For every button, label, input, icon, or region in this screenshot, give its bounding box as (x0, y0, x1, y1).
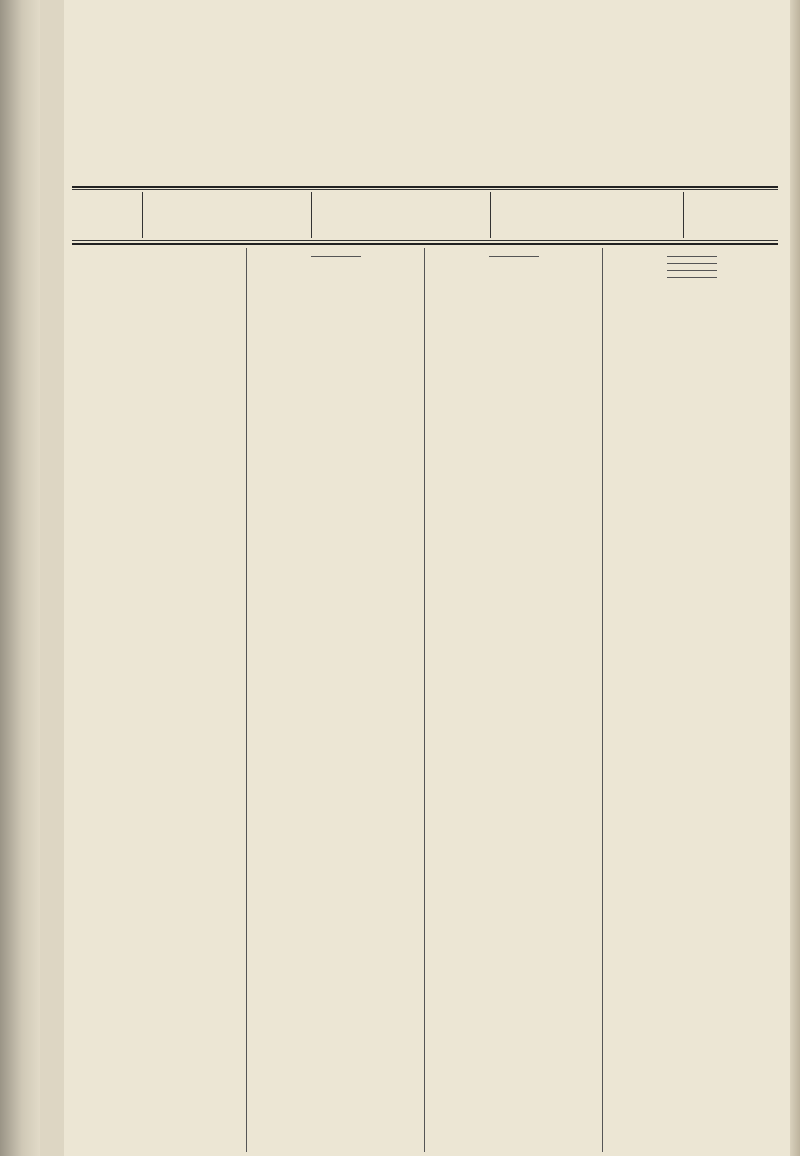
masthead-rule-top (72, 186, 778, 188)
masthead-rule-top-thin (72, 189, 778, 190)
book-binding (0, 0, 40, 1156)
issue-date (312, 192, 491, 238)
section-divider (667, 270, 717, 271)
column-3 (428, 250, 599, 1150)
page-right-edge (790, 0, 800, 1156)
previous-page-edge (40, 0, 65, 1156)
issue-number (72, 192, 143, 238)
section-divider (667, 256, 717, 257)
subscription-info (144, 192, 312, 238)
section-divider (667, 277, 717, 278)
column-1 (72, 250, 243, 1150)
info-rule-bottom-thin (72, 240, 778, 241)
section-divider (489, 256, 539, 257)
column-divider-2 (424, 248, 425, 1152)
newspaper-sheet (64, 0, 800, 1156)
publication-info (492, 192, 684, 238)
info-rule-bottom (72, 243, 778, 245)
info-bar (72, 192, 778, 238)
column-4 (606, 250, 777, 1150)
section-divider (311, 256, 361, 257)
section-divider (667, 263, 717, 264)
column-2 (250, 250, 421, 1150)
issue-year (684, 192, 778, 238)
column-divider-1 (246, 248, 247, 1152)
column-divider-3 (602, 248, 603, 1152)
